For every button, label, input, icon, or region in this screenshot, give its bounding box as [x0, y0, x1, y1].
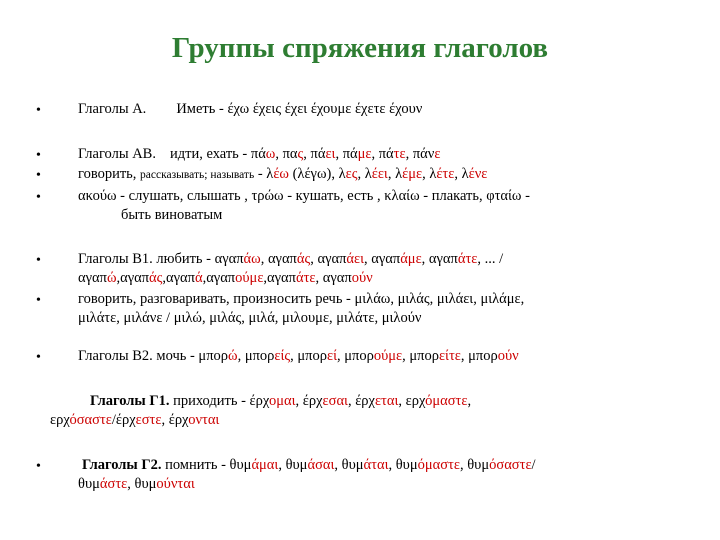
ending: εί	[326, 348, 337, 364]
stem: , αγαπ	[315, 270, 352, 286]
bullet: •	[36, 350, 41, 365]
group-g1-label: Глаголы Г1.	[90, 393, 170, 409]
speak-small: рассказывать; называть	[140, 169, 255, 181]
stem: , λ	[454, 166, 469, 182]
stem: ,αγαπ	[162, 270, 195, 286]
ending: άτε	[457, 251, 478, 267]
hear-line2: быть виноватым	[121, 207, 223, 223]
ending: με	[357, 146, 372, 162]
stem: , αγαπ	[421, 251, 458, 267]
group-b1-line1	[78, 250, 503, 269]
group-ab-line	[78, 145, 440, 164]
stem: любить - αγαπ	[152, 251, 244, 267]
stem: - λ	[254, 166, 274, 182]
ending: ει	[325, 146, 336, 162]
ending: άται	[363, 457, 389, 473]
group-g2-line1	[82, 456, 536, 475]
ending: όσαστε	[69, 412, 112, 428]
ending: ούμε	[235, 270, 264, 286]
ending: ε	[434, 146, 441, 162]
ending: άμαι	[251, 457, 279, 473]
stem: , πά	[335, 146, 358, 162]
stem: , πά	[303, 146, 326, 162]
stem: , αγαπ	[310, 251, 347, 267]
stem: мочь - μπορ	[152, 348, 229, 364]
stem: (λέγω), λ	[288, 166, 346, 182]
stem: помнить - θυμ	[161, 457, 252, 473]
ending: άει	[346, 251, 365, 267]
stem: /	[531, 457, 536, 473]
ending: εστε	[135, 412, 162, 428]
ending: άς	[296, 251, 311, 267]
stem: , πά	[371, 146, 394, 162]
stem: , θυμ	[388, 457, 418, 473]
ending: άμε	[400, 251, 422, 267]
stem: , έρχ	[295, 393, 323, 409]
stem: ,αγαπ	[202, 270, 236, 286]
speak-start: говорить,	[78, 166, 141, 182]
stem: , έρχ	[161, 412, 189, 428]
ending: όσαστε	[489, 457, 532, 473]
group-ab-label: Глаголы АВ.	[78, 146, 156, 162]
stem: θυμ	[78, 476, 100, 492]
ending: ώ	[228, 348, 238, 364]
ending: τε	[393, 146, 406, 162]
group-a-label: Глаголы А.	[78, 101, 147, 117]
ending: ομαι	[269, 393, 296, 409]
ending: έω	[273, 166, 289, 182]
group-b1-label: Глаголы В1.	[78, 251, 153, 267]
hear-line1: ακούω - слушать, слышать , τρώω - кушать, есть , κλαίω - плакать, φταίω -	[78, 188, 530, 204]
stem: , ... /	[477, 251, 504, 267]
group-g1-line1	[90, 392, 471, 411]
ending: ω	[265, 146, 276, 162]
bullet: •	[36, 168, 41, 183]
stem: , θυμ	[278, 457, 308, 473]
stem: , μπορ	[460, 348, 498, 364]
ending: άς	[149, 270, 163, 286]
ending: άστε	[99, 476, 128, 492]
group-b2-label: Глаголы В2.	[78, 348, 153, 364]
ending: άω	[243, 251, 261, 267]
ending: ά	[194, 270, 203, 286]
stem: , πα	[275, 146, 298, 162]
stem: ερχ	[50, 412, 70, 428]
stem: , θυμ	[334, 457, 364, 473]
group-g2-line2	[78, 475, 195, 494]
ending: ώ	[106, 270, 117, 286]
stem: , μπορ	[336, 348, 374, 364]
stem: , ερχ	[398, 393, 426, 409]
ending: ούνται	[156, 476, 195, 492]
ending: είς	[274, 348, 291, 364]
stem: ,	[467, 393, 472, 409]
ending: ένε	[468, 166, 488, 182]
bullet: •	[36, 190, 41, 205]
stem: , αγαπ	[364, 251, 401, 267]
ending: ες	[345, 166, 358, 182]
bullet: •	[36, 293, 41, 308]
group-b1-line2	[78, 269, 373, 288]
stem: , μπορ	[237, 348, 275, 364]
stem: /έρχ	[111, 412, 136, 428]
talk-line2: μιλάτε, μιλάνε / μιλώ, μιλάς, μιλά, μιλουμε, μιλάτε, μιλούν	[78, 310, 422, 326]
talk-line1: говорить, разговаривать, произносить речь - μιλάω, μιλάς, μιλάει, μιλάμε,	[78, 291, 525, 307]
ending: έει	[371, 166, 388, 182]
stem: πά	[250, 146, 266, 162]
ending: ονται	[188, 412, 220, 428]
stem: приходить - έρχ	[169, 393, 269, 409]
ending: ούν	[497, 348, 519, 364]
ending: ούν	[351, 270, 373, 286]
group-ab-meaning: идти, ехать -	[169, 146, 251, 162]
stem: , λ	[387, 166, 403, 182]
ending: ούμε	[373, 348, 403, 364]
bullet: •	[36, 103, 41, 118]
ending: όμαστε	[425, 393, 468, 409]
ending: ς	[297, 146, 304, 162]
stem: , έρχ	[347, 393, 375, 409]
group-a-verb: Иметь -	[176, 101, 224, 117]
group-a-forms: έχω έχεις έχει έχουμε έχετε έχουν	[227, 101, 423, 117]
stem: , λ	[357, 166, 372, 182]
stem: , μπορ	[290, 348, 327, 364]
page-title: Группы спряжения глаголов	[171, 32, 549, 64]
speak-line	[78, 165, 487, 185]
ending: έμε	[402, 166, 423, 182]
stem: ,αγαπ	[263, 270, 296, 286]
group-g1-line2	[50, 411, 219, 430]
stem: , πάν	[405, 146, 435, 162]
ending: άσαι	[307, 457, 335, 473]
group-b2-line	[78, 347, 519, 366]
bullet: •	[36, 253, 41, 268]
bullet: •	[36, 148, 41, 163]
stem: , θυμ	[127, 476, 157, 492]
stem: , θυμ	[459, 457, 490, 473]
ending: όμαστε	[417, 457, 460, 473]
stem: , αγαπ	[260, 251, 297, 267]
stem: , λ	[422, 166, 437, 182]
group-g2-label: Глаголы Г2.	[82, 457, 162, 473]
stem: ,αγαπ	[116, 270, 150, 286]
group-a-line	[78, 100, 422, 119]
bullet: •	[36, 459, 41, 474]
ending: άτε	[295, 270, 316, 286]
stem: αγαπ	[78, 270, 107, 286]
ending: έτε	[436, 166, 455, 182]
stem: , μπορ	[402, 348, 439, 364]
ending: εσαι	[322, 393, 348, 409]
ending: εται	[374, 393, 399, 409]
ending: είτε	[438, 348, 461, 364]
